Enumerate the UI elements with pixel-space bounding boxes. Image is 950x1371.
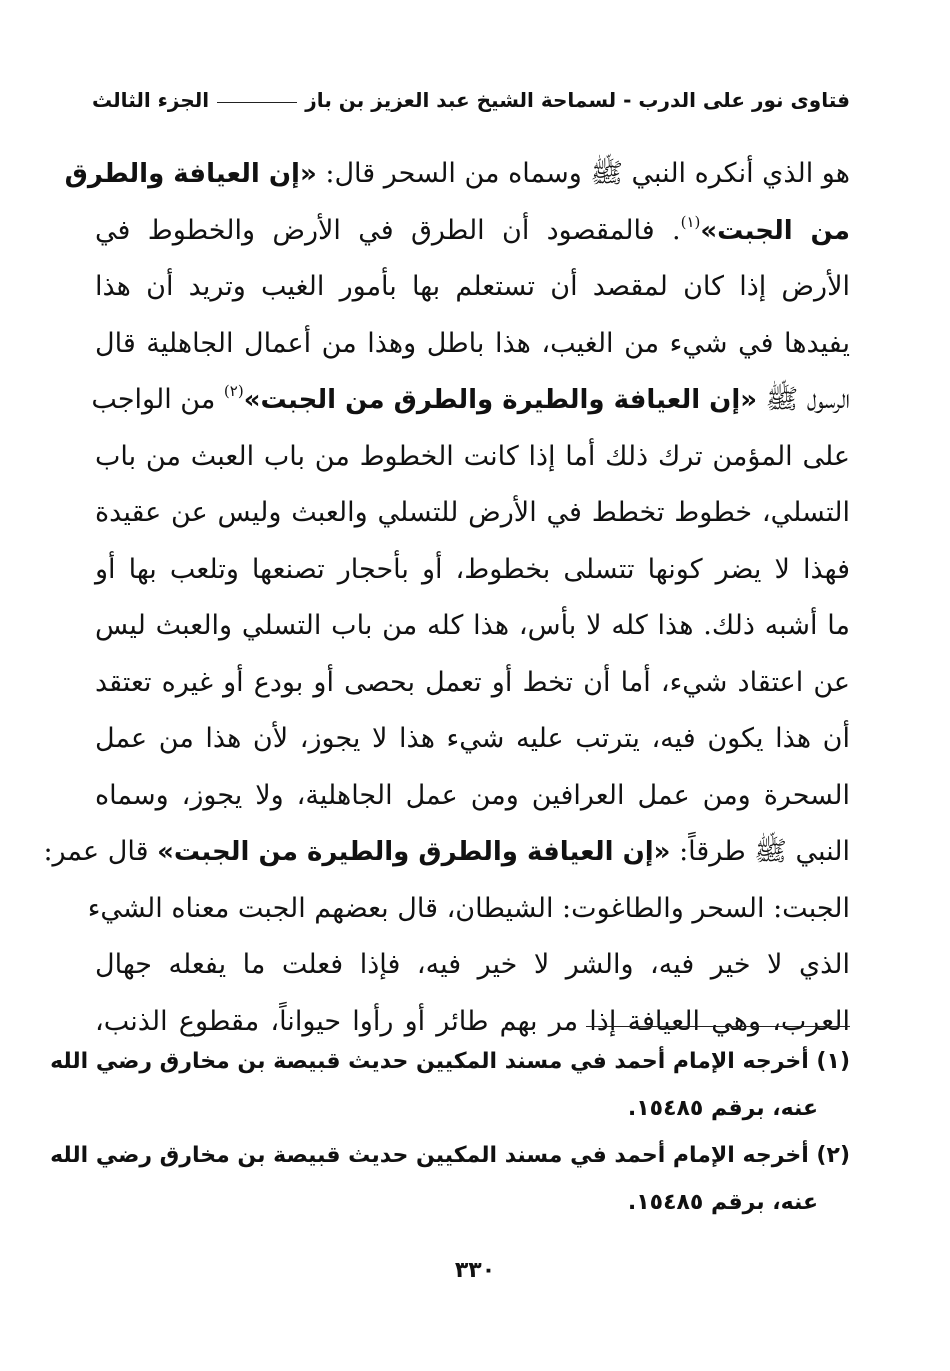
body-line: [95, 937, 850, 994]
body-line: [95, 655, 850, 712]
body-segment: الجبت: السحر والطاغوت: الشيطان، قال بعضهم الجبت معناه الشيء: [87, 892, 850, 924]
body-segment: هو الذي أنكره النبي ﷺ وسماه من السحر قال:: [316, 158, 850, 189]
body-line: [95, 598, 850, 655]
body-segment: العرب، وهي العيافة إذا مر بهم طائر أو رأوا حيواناً، مقطوع الذنب،: [95, 1005, 850, 1037]
running-header: [92, 88, 850, 112]
body-segment: . فالمقصود أن الطرق في الأرض والخطوط في: [95, 214, 681, 246]
body-segment: ما أشبه ذلك. هذا كله لا بأس، هذا كله من باب التسلي والعبث ليس: [95, 610, 850, 641]
body-segment: الأرض إذا كان لمقصد أن تستعلم بها بأمور الغيب وتريد أن هذا: [95, 271, 850, 302]
body-line: [95, 203, 850, 260]
footnote-line: عنه، برقم ١٥٤٨٥.: [627, 1096, 818, 1121]
header-rule: [217, 102, 297, 103]
body-segment: يفيدها في شيء من الغيب، هذا باطل وهذا من أعمال الجاهلية قال: [95, 327, 850, 359]
footnote-1: [50, 1038, 850, 1132]
hadith-quote: «إن العيافة والطرق والطيرة من الجبت»: [157, 837, 671, 867]
body-segment: قال عمر:: [43, 836, 158, 867]
body-line: [95, 429, 850, 486]
body-line: [91, 372, 850, 429]
hadith-quote: «إن العيافة والطيرة والطرق من الجبت»: [243, 385, 758, 415]
body-line: [87, 881, 850, 938]
body-line: [95, 711, 850, 768]
body-segment: على المؤمن ترك ذلك أما إذا كانت الخطوط من باب العبث من باب: [95, 440, 850, 472]
footnotes: [50, 1038, 850, 1226]
body-segment: الرسول ﷺ: [757, 384, 850, 415]
footnote-line: (١) أخرجه الإمام أحمد في مسند المكيين حديث قبيصة بن مخارق رضي الله: [50, 1049, 850, 1074]
body-text: [43, 146, 850, 1050]
body-segment: عن اعتقاد شيء، أما أن تخط أو تعمل بحصى أو بودع أو غيره تعتقد: [95, 666, 850, 698]
hadith-quote: من الجبت»: [700, 215, 850, 246]
body-line: [95, 316, 850, 373]
body-segment: فهذا لا يضر كونها تتسلى بخطوط، أو بأحجار تصنعها وتلعب بها أو: [95, 553, 850, 585]
body-segment: من الواجب: [91, 384, 224, 415]
footnote-line: (٢) أخرجه الإمام أحمد في مسند المكيين حديث قبيصة بن مخارق رضي الله: [50, 1143, 850, 1168]
body-line: [43, 824, 850, 881]
body-segment: أن هذا يكون فيه، يترتب عليه شيء هذا لا يجوز، لأن هذا من عمل: [95, 723, 850, 754]
body-line: [95, 485, 850, 542]
footnote-marker: (٢): [223, 382, 244, 400]
header-volume: الجزء الثالث: [92, 88, 210, 112]
body-line: [64, 146, 850, 203]
body-segment: الذي لا خير فيه، والشر لا خير فيه، فإذا فعلت ما يفعله جهال: [95, 949, 850, 980]
body-segment: التسلي، خطوط تخطط في الأرض للتسلي والعبث وليس عن عقيدة: [95, 497, 850, 528]
body-segment: النبي ﷺ طرقاً:: [670, 836, 850, 867]
footnote-marker: (١): [680, 212, 701, 231]
footnote-line: عنه، برقم ١٥٤٨٥.: [627, 1190, 818, 1215]
header-title: فتاوى نور على الدرب - لسماحة الشيخ عبد العزيز بن باز: [305, 88, 850, 112]
footnote-2: [50, 1132, 850, 1226]
body-segment: السحرة ومن عمل العرافين ومن عمل الجاهلية، ولا يجوز، وسماه: [95, 779, 850, 811]
body-line: [95, 542, 850, 599]
body-line: [95, 768, 850, 825]
body-line: [95, 259, 850, 316]
page-number: ٣٣٠: [454, 1258, 496, 1283]
footnote-separator: [586, 1026, 850, 1027]
hadith-quote: «إن العيافة والطرق: [64, 159, 317, 189]
